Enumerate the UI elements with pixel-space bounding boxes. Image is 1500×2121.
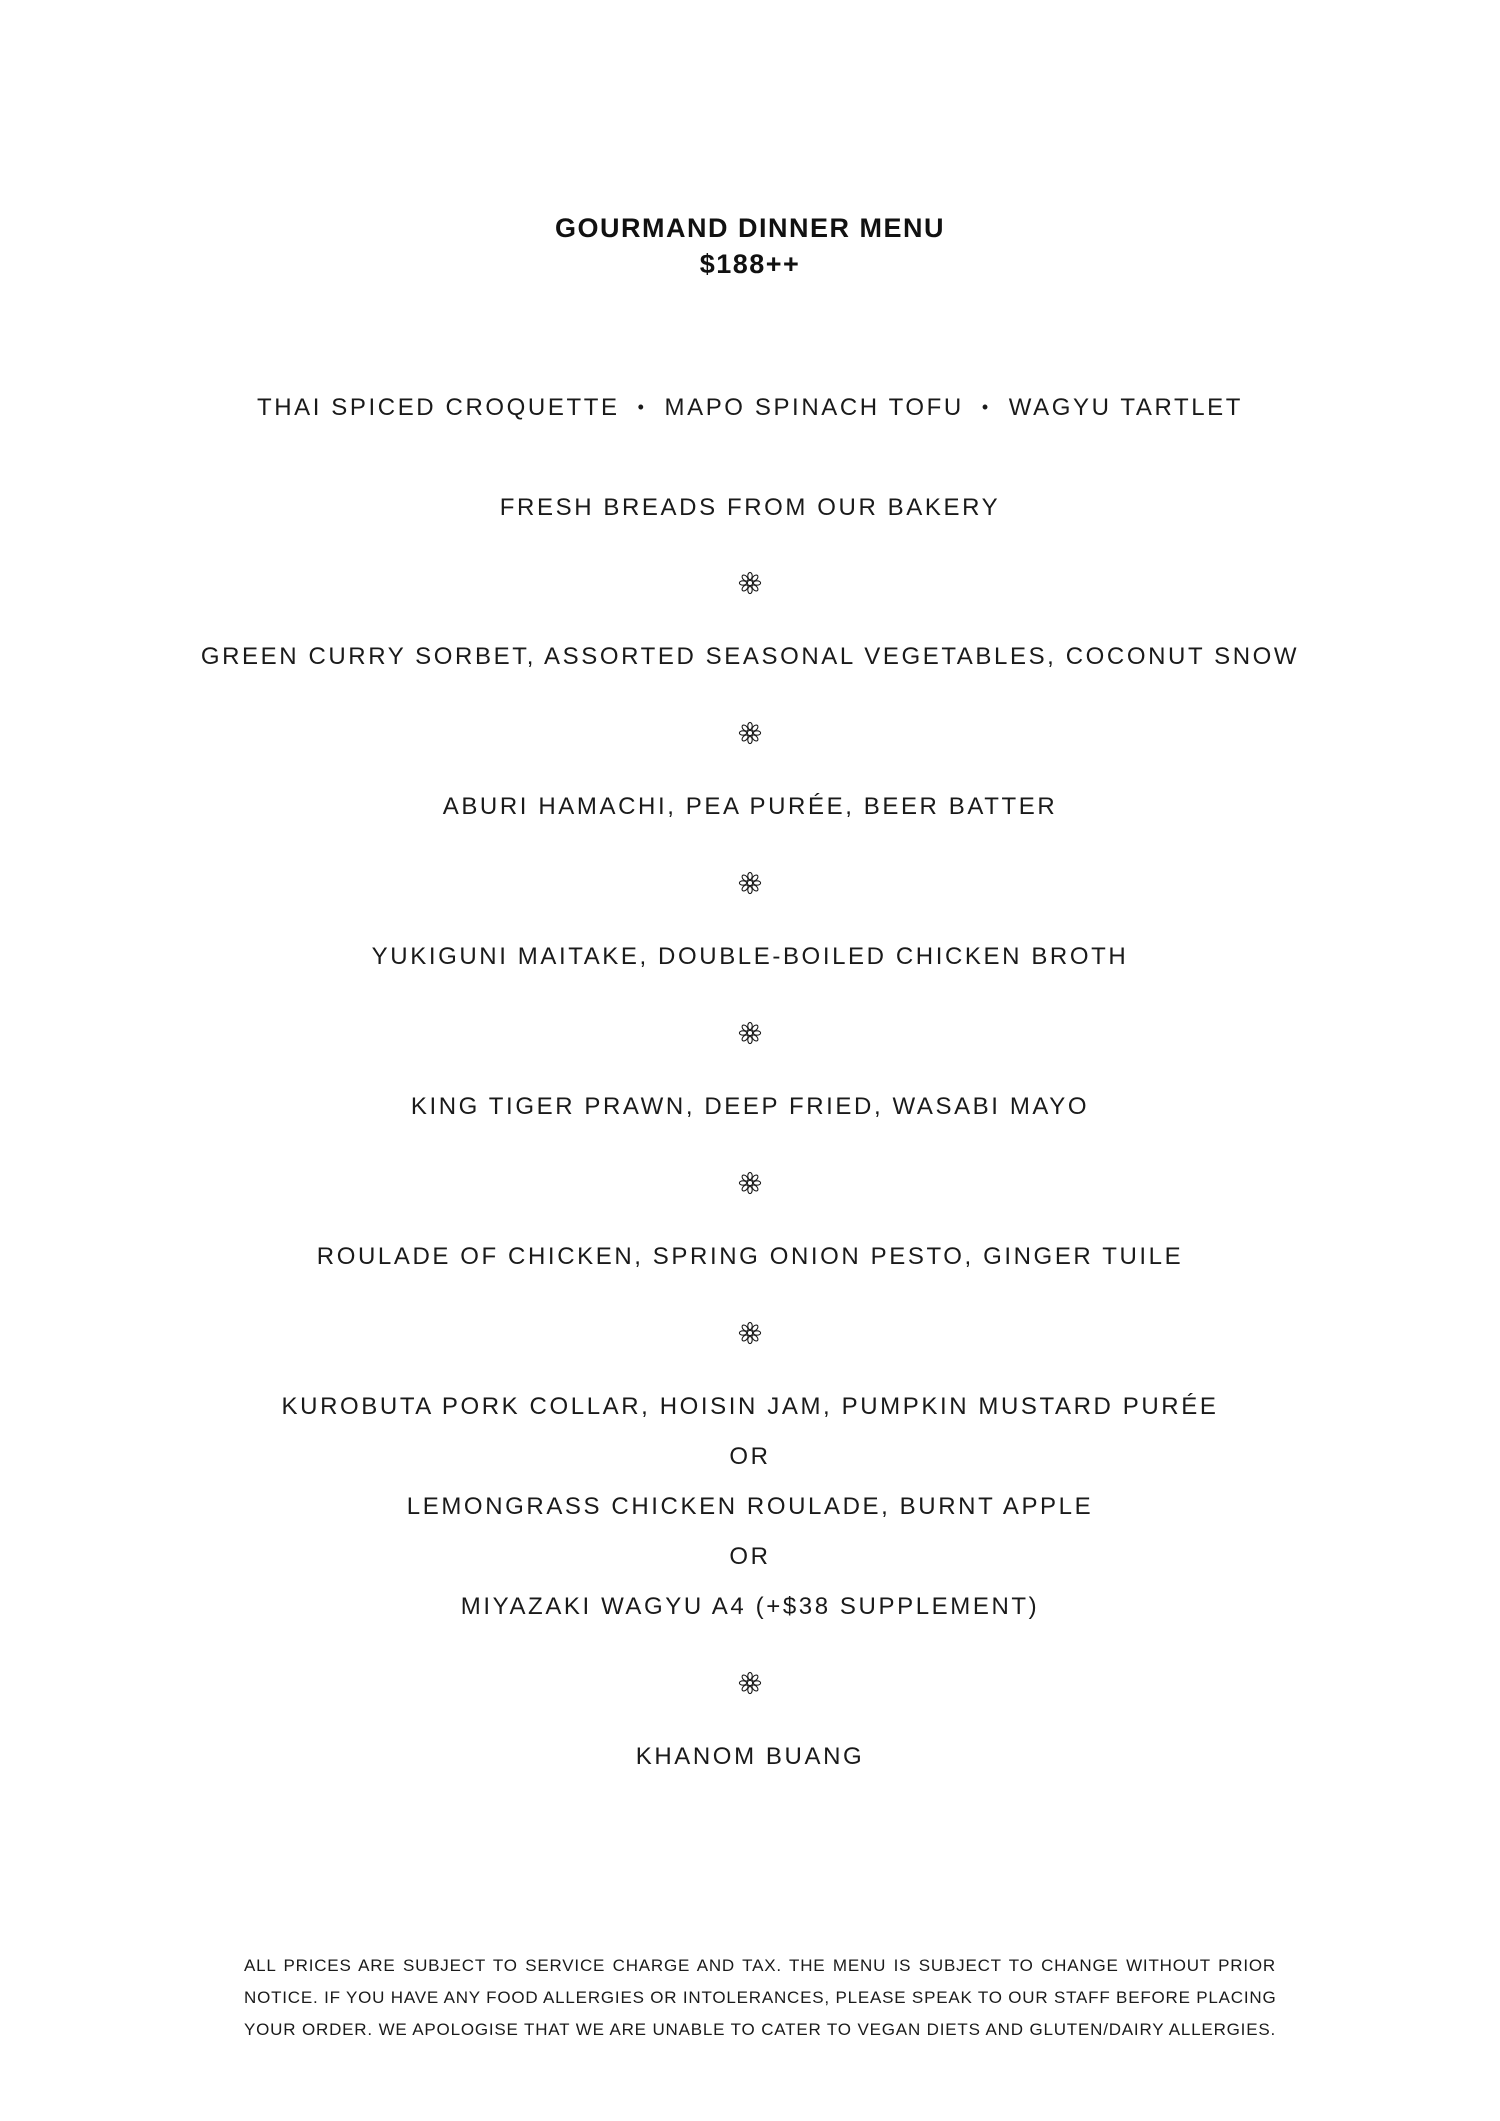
menu-price: $188++ <box>699 249 801 279</box>
flower-ornament-icon <box>0 1170 1500 1196</box>
course-aburi-hamachi: ABURI HAMACHI, PEA PURÉE, BEER BATTER <box>442 793 1058 820</box>
footer-notice <box>244 1950 1276 2046</box>
main-option-lemongrass-chicken: LEMONGRASS CHICKEN ROULADE, BURNT APPLE <box>406 1493 1094 1520</box>
main-option-kurobuta-pork: KUROBUTA PORK COLLAR, HOISIN JAM, PUMPKIN MUSTARD PURÉE <box>281 1393 1219 1420</box>
main-option-miyazaki-wagyu: MIYAZAKI WAGYU A4 (+$38 SUPPLEMENT) <box>460 1593 1040 1620</box>
amuse-item: WAGYU TARTLET <box>1008 394 1244 421</box>
bullet-separator: • <box>637 397 647 417</box>
course-green-curry-sorbet: GREEN CURRY SORBET, ASSORTED SEASONAL VEGETABLES, COCONUT SNOW <box>200 643 1300 670</box>
course-king-tiger-prawn: KING TIGER PRAWN, DEEP FRIED, WASABI MAYO <box>410 1093 1090 1120</box>
flower-ornament-icon <box>0 1320 1500 1346</box>
flower-ornament-icon <box>0 1670 1500 1696</box>
course-khanom-buang: KHANOM BUANG <box>635 1743 865 1770</box>
amuse-item: MAPO SPINACH TOFU <box>664 394 964 421</box>
bullet-separator: • <box>981 397 991 417</box>
course-yukiguni-maitake: YUKIGUNI MAITAKE, DOUBLE-BOILED CHICKEN BROTH <box>371 943 1129 970</box>
amuse-item: THAI SPICED CROQUETTE <box>256 394 620 421</box>
menu-title: GOURMAND DINNER MENU <box>555 213 945 243</box>
course-bread: FRESH BREADS FROM OUR BAKERY <box>499 494 1001 521</box>
flower-ornament-icon <box>0 570 1500 596</box>
flower-ornament-icon <box>0 720 1500 746</box>
or-label: OR <box>729 1443 771 1470</box>
course-roulade-of-chicken: ROULADE OF CHICKEN, SPRING ONION PESTO, GINGER TUILE <box>316 1243 1184 1270</box>
flower-ornament-icon <box>0 1020 1500 1046</box>
amuse-bouche-line <box>0 392 1500 425</box>
or-label: OR <box>729 1543 771 1570</box>
flower-ornament-icon <box>0 870 1500 896</box>
footer-notice-line: ALL PRICES ARE SUBJECT TO SERVICE CHARGE AND TAX. THE MENU IS SUBJECT TO CHANGE WITHOUT PRIOR <box>244 1956 1276 1975</box>
footer-notice-line: NOTICE. IF YOU HAVE ANY FOOD ALLERGIES OR INTOLERANCES, PLEASE SPEAK TO OUR STAFF BEFORE PLACING <box>244 1988 1277 2007</box>
footer-notice-line: YOUR ORDER. WE APOLOGISE THAT WE ARE UNABLE TO CATER TO VEGAN DIETS AND GLUTEN/DAIRY ALLERGIES. <box>244 2020 1276 2039</box>
